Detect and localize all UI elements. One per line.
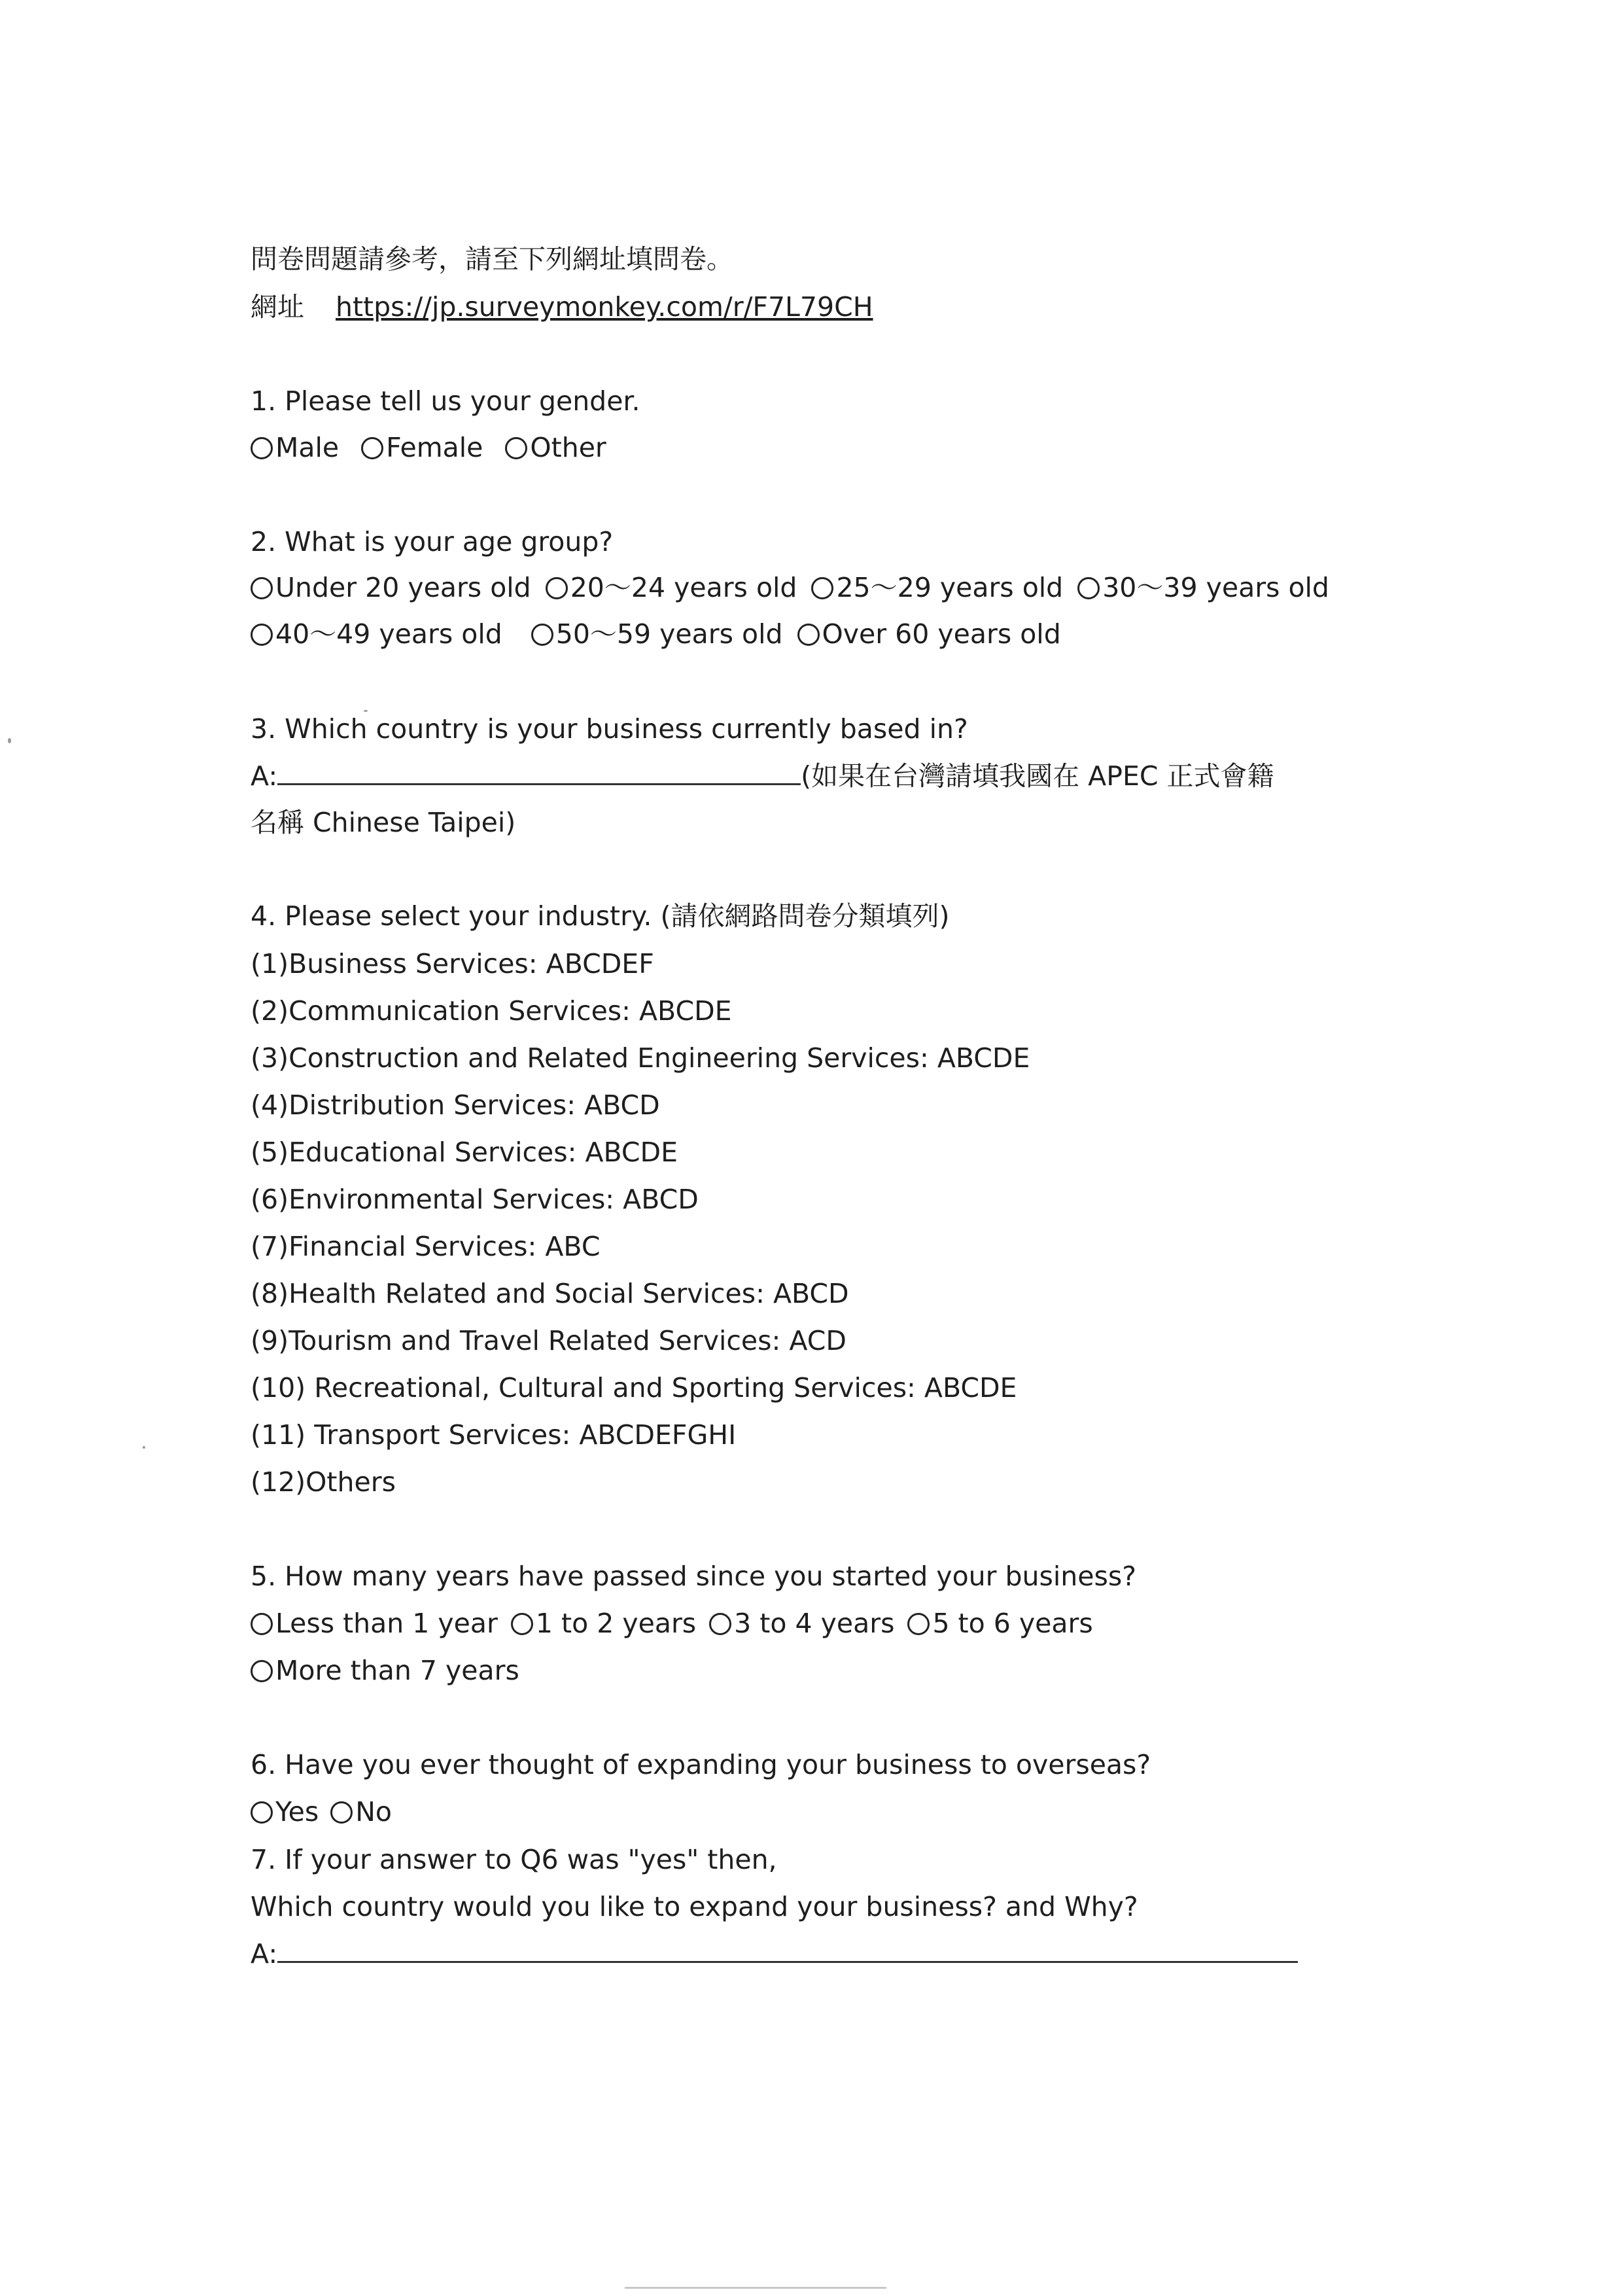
- radio-circle-icon: [330, 1801, 353, 1824]
- option-label: 30～39 years old: [1102, 572, 1329, 603]
- radio-circle-icon: [546, 577, 568, 599]
- gender-option-other[interactable]: [505, 434, 606, 461]
- age-option-under-20[interactable]: [251, 574, 531, 601]
- country-answer-field[interactable]: [277, 783, 801, 785]
- radio-circle-icon: [907, 1613, 930, 1635]
- question-2: 2. What is your age group?: [251, 526, 614, 557]
- age-options-row-1: [251, 574, 1329, 601]
- industry-item: (5)Educational Services: ABCDE: [251, 1137, 678, 1168]
- option-label: 20～24 years old: [570, 572, 797, 603]
- option-label: 40～49 years old: [275, 618, 502, 650]
- survey-url-link[interactable]: https://jp.surveymonkey.com/r/F7L79CH: [336, 291, 873, 323]
- option-label: Male: [275, 432, 340, 463]
- question-6: 6. Have you ever thought of expanding your business to overseas?: [251, 1749, 1151, 1780]
- years-options-row-1: [251, 1610, 1093, 1637]
- age-options-row-2: [251, 618, 1061, 650]
- option-label: No: [355, 1796, 392, 1828]
- age-option-over-60[interactable]: [797, 618, 1061, 650]
- url-line: [251, 291, 873, 323]
- age-option-50-59[interactable]: [531, 618, 783, 650]
- option-label: Female: [386, 432, 483, 463]
- radio-circle-icon: [511, 1613, 533, 1635]
- option-label: Over 60 years old: [822, 618, 1061, 650]
- option-label: Under 20 years old: [275, 572, 531, 603]
- industry-item: (10) Recreational, Cultural and Sporting Services: ABCDE: [251, 1372, 1017, 1404]
- question-1: 1. Please tell us your gender.: [251, 385, 640, 417]
- answer-prefix: A:: [251, 760, 278, 792]
- years-options-row-2: [251, 1657, 542, 1684]
- radio-circle-icon: [1077, 577, 1100, 599]
- industry-item: (11) Transport Services: ABCDEFGHI: [251, 1419, 737, 1451]
- option-label: Less than 1 year: [275, 1608, 498, 1639]
- expand-options: [251, 1796, 414, 1828]
- url-label: 網址: [251, 291, 304, 323]
- age-option-30-39[interactable]: [1077, 574, 1329, 601]
- option-label: 50～59 years old: [555, 618, 783, 650]
- instruction-text: 問卷問題請參考，請至下列網址填問卷。: [251, 243, 733, 275]
- radio-circle-icon: [251, 1660, 273, 1682]
- option-label: Other: [530, 432, 606, 463]
- q7-answer-line: [251, 1938, 1298, 1969]
- q3-note: (如果在台灣請填我國在 APEC 正式會籍: [801, 760, 1274, 792]
- option-label: Yes: [275, 1796, 319, 1828]
- option-label: 25～29 years old: [836, 572, 1064, 603]
- expand-option-no[interactable]: [330, 1796, 392, 1828]
- years-option-1-2[interactable]: [511, 1610, 696, 1637]
- option-label: More than 7 years: [275, 1655, 519, 1686]
- question-4: 4. Please select your industry. (請依網路問卷分類填列): [251, 900, 950, 932]
- radio-circle-icon: [251, 1613, 273, 1635]
- gender-options: [251, 434, 629, 461]
- radio-circle-icon: [709, 1613, 731, 1635]
- years-option-3-4[interactable]: [709, 1610, 894, 1637]
- age-option-40-49[interactable]: [251, 618, 502, 650]
- q3-note-continued: 名稱 Chinese Taipei): [251, 807, 516, 838]
- option-label: 5 to 6 years: [932, 1608, 1093, 1639]
- radio-circle-icon: [811, 577, 833, 599]
- age-option-20-24[interactable]: [546, 574, 797, 601]
- radio-circle-icon: [361, 437, 383, 459]
- industry-item: (1)Business Services: ABCDEF: [251, 948, 654, 980]
- answer-prefix: A:: [251, 1938, 278, 1969]
- years-option-less-than-1[interactable]: [251, 1610, 498, 1637]
- industry-item: (2)Communication Services: ABCDE: [251, 995, 732, 1027]
- option-label: 1 to 2 years: [535, 1608, 697, 1639]
- age-option-25-29[interactable]: [811, 574, 1063, 601]
- scan-speck: [8, 738, 11, 743]
- page-bottom-artifact: [625, 2287, 886, 2289]
- radio-circle-icon: [251, 1801, 273, 1824]
- radio-circle-icon: [251, 437, 273, 459]
- question-7-continued: Which country would you like to expand your business? and Why?: [251, 1891, 1138, 1922]
- industry-item: (7)Financial Services: ABC: [251, 1231, 601, 1262]
- industry-item: (12)Others: [251, 1466, 396, 1498]
- question-7: 7. If your answer to Q6 was "yes" then,: [251, 1844, 777, 1875]
- industry-item: (4)Distribution Services: ABCD: [251, 1089, 660, 1121]
- q3-answer-line: [251, 760, 1274, 792]
- option-label: 3 to 4 years: [734, 1608, 895, 1639]
- expansion-answer-field[interactable]: [277, 1960, 1298, 1963]
- radio-circle-icon: [251, 624, 273, 646]
- years-option-more-than-7[interactable]: [251, 1657, 519, 1684]
- gender-option-male[interactable]: [251, 434, 339, 461]
- industry-item: (8)Health Related and Social Services: ABCD: [251, 1278, 849, 1309]
- radio-circle-icon: [531, 624, 553, 646]
- years-option-5-6[interactable]: [907, 1610, 1092, 1637]
- radio-circle-icon: [797, 624, 820, 646]
- radio-circle-icon: [251, 577, 273, 599]
- question-3: 3. Which country is your business currently based in?: [251, 713, 968, 745]
- industry-item: (3)Construction and Related Engineering Services: ABCDE: [251, 1042, 1030, 1074]
- radio-circle-icon: [505, 437, 527, 459]
- expand-option-yes[interactable]: [251, 1796, 319, 1828]
- scan-speck: [364, 710, 368, 712]
- question-5: 5. How many years have passed since you started your business?: [251, 1561, 1136, 1592]
- scan-speck: [143, 1446, 145, 1449]
- industry-item: (6)Environmental Services: ABCD: [251, 1184, 699, 1215]
- industry-item: (9)Tourism and Travel Related Services: ACD: [251, 1325, 846, 1356]
- gender-option-female[interactable]: [361, 434, 483, 461]
